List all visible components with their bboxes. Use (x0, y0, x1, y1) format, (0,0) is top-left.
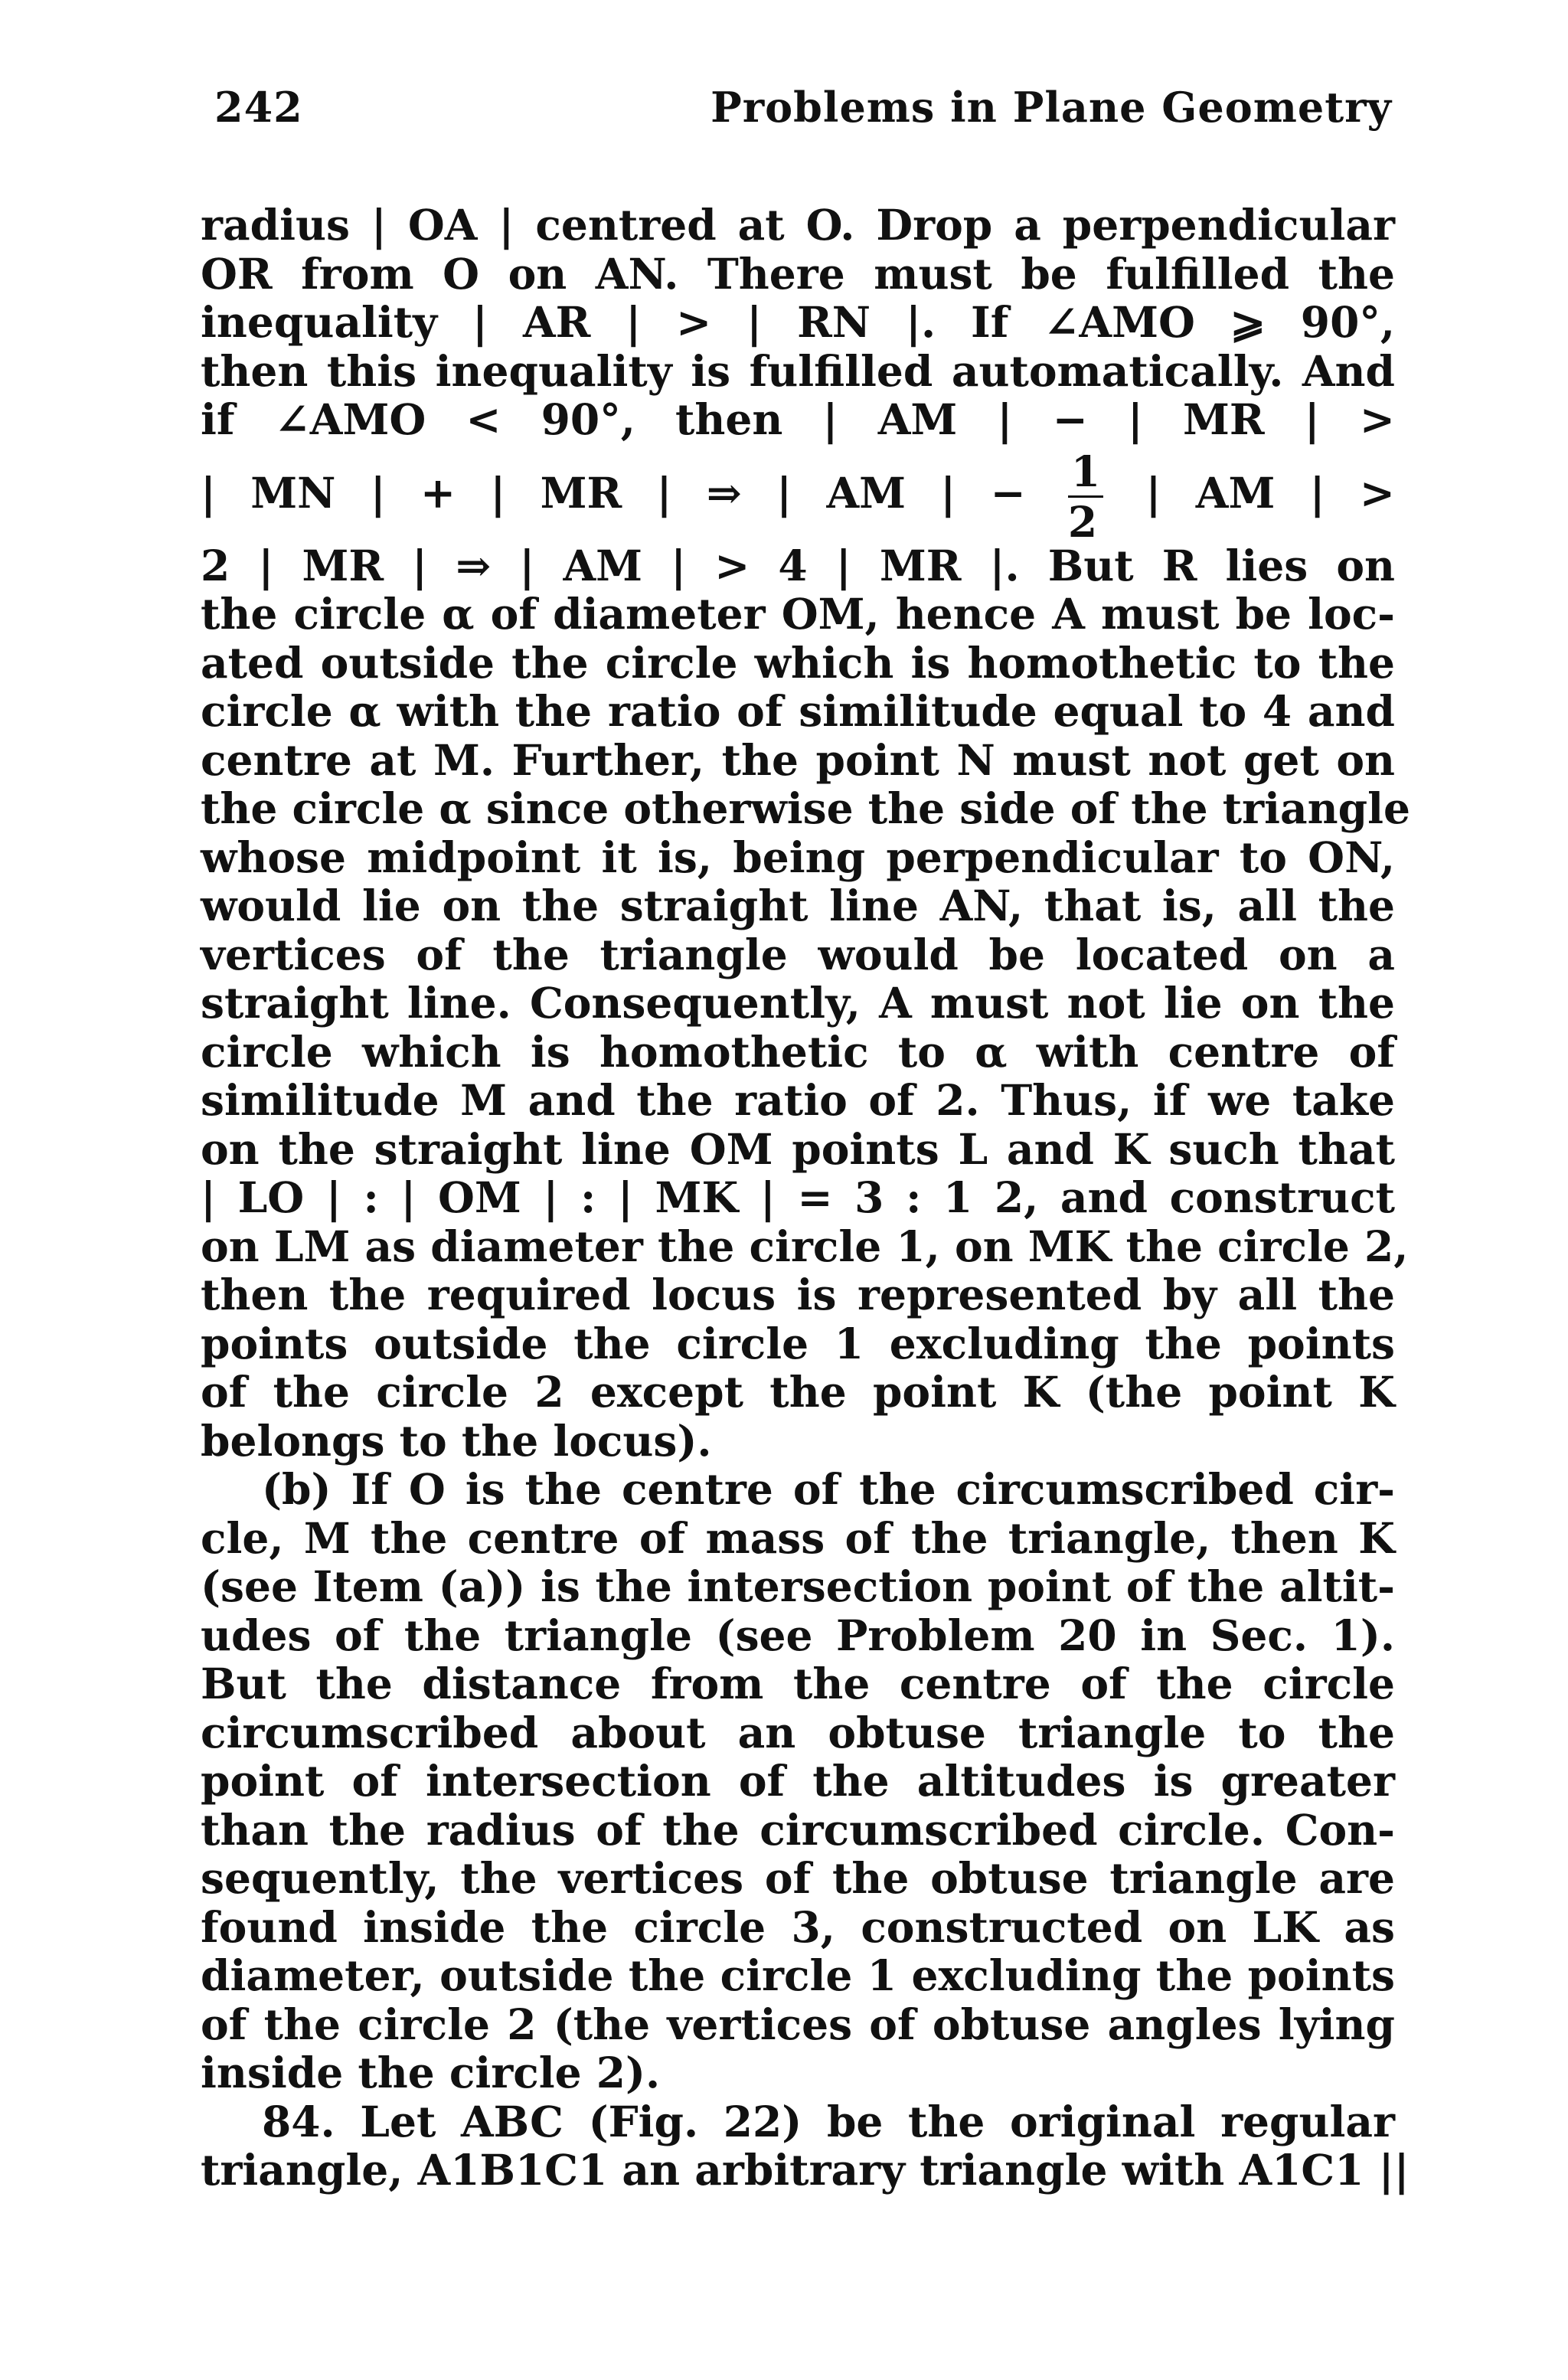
text-line: vertices of the triangle would be located on a (201, 929, 1395, 979)
text-line: inequality | AR | > | RN |. If ∠AMO ⩾ 90°, (201, 297, 1395, 347)
text-line: radius | OA | centred at O. Drop a perpendicular (201, 200, 1395, 250)
running-title: Problems in Plane Geometry (710, 83, 1392, 132)
text-line: if ∠AMO < 90°, then | AM | − | MR | > (201, 394, 1395, 444)
text-line: whose midpoint it is, being perpendicular to ON, (201, 832, 1395, 882)
text-line: the circle α since otherwise the side of the triangle (201, 783, 1411, 833)
text-line: of the circle 2 except the point K (the point K (201, 1367, 1395, 1417)
text-line: straight line. Consequently, A must not lie on the (201, 978, 1395, 1028)
text-line: diameter, outside the circle 1 excluding the points (201, 1950, 1395, 2000)
text-line: triangle, A1B1C1 an arbitrary triangle with A1C1 || (201, 2145, 1410, 2195)
paragraph-start-line: (b) If O is the centre of the circumscribed cir- (262, 1464, 1395, 1514)
text-line: the circle α of diameter OM, hence A must be loc- (201, 589, 1395, 639)
fraction-denominator: 2 (1067, 496, 1098, 547)
text-line: found inside the circle 3, constructed on LK as (201, 1901, 1395, 1952)
text-line: on the straight line OM points L and K such that (201, 1123, 1395, 1174)
text-line: circumscribed about an obtuse triangle to the (201, 1707, 1395, 1757)
text-line: | LO | : | OM | : | MK | = 3 : 1 2, and construct (201, 1172, 1395, 1222)
text-line: than the radius of the circumscribed circle. Con- (201, 1804, 1395, 1855)
body-text (201, 200, 1411, 2195)
text-line: udes of the triangle (see Problem 20 in Sec. 1). (201, 1610, 1395, 1660)
text-line: belongs to the locus). (201, 1415, 712, 1466)
paragraph-start-line: 84. Let ABC (Fig. 22) be the original regular (262, 2096, 1395, 2146)
text-line: on LM as diameter the circle 1, on MK the circle 2, (201, 1221, 1409, 1271)
page-header (214, 83, 1392, 132)
fraction-one-half (1067, 446, 1103, 547)
text-line: then this inequality is fulfilled automatically. And (201, 345, 1395, 396)
text-line: centre at M. Further, the point N must not get on (201, 734, 1395, 785)
text-line: of the circle 2 (the vertices of obtuse angles lying (201, 1999, 1395, 2049)
text-line: (see Item (a)) is the intersection point of the altit- (201, 1561, 1395, 1611)
fraction-line-after: | AM | > (1145, 467, 1395, 518)
fraction-line-before: | MN | + | MR | ⇒ | AM | − (201, 467, 1026, 518)
text-line: cle, M the centre of mass of the triangle, then K (201, 1512, 1395, 1563)
text-line: ated outside the circle which is homothetic to the (201, 637, 1395, 688)
text-line: points outside the circle 1 excluding the points (201, 1318, 1395, 1368)
text-line: circle α with the ratio of similitude equal to 4 and (201, 686, 1395, 736)
fraction-numerator: 1 (1068, 450, 1103, 498)
text-line: would lie on the straight line AN, that is, all the (201, 881, 1395, 930)
text-line: circle which is homothetic to α with centre of (201, 1026, 1395, 1077)
text-line: then the required locus is represented by all the (201, 1270, 1395, 1319)
text-line: point of intersection of the altitudes is greater (201, 1756, 1395, 1806)
text-line: 2 | MR | ⇒ | AM | > 4 | MR |. But R lies on (201, 540, 1395, 590)
text-line: But the distance from the centre of the circle (201, 1659, 1395, 1708)
text-line: OR from O on AN. There must be fulfilled the (201, 248, 1395, 299)
text-line: sequently, the vertices of the obtuse triangle are (201, 1853, 1395, 1903)
fraction-line (201, 444, 1395, 547)
page-number: 242 (214, 83, 303, 132)
text-line: similitude M and the ratio of 2. Thus, if we take (201, 1075, 1395, 1125)
text-line: inside the circle 2). (201, 2048, 661, 2097)
